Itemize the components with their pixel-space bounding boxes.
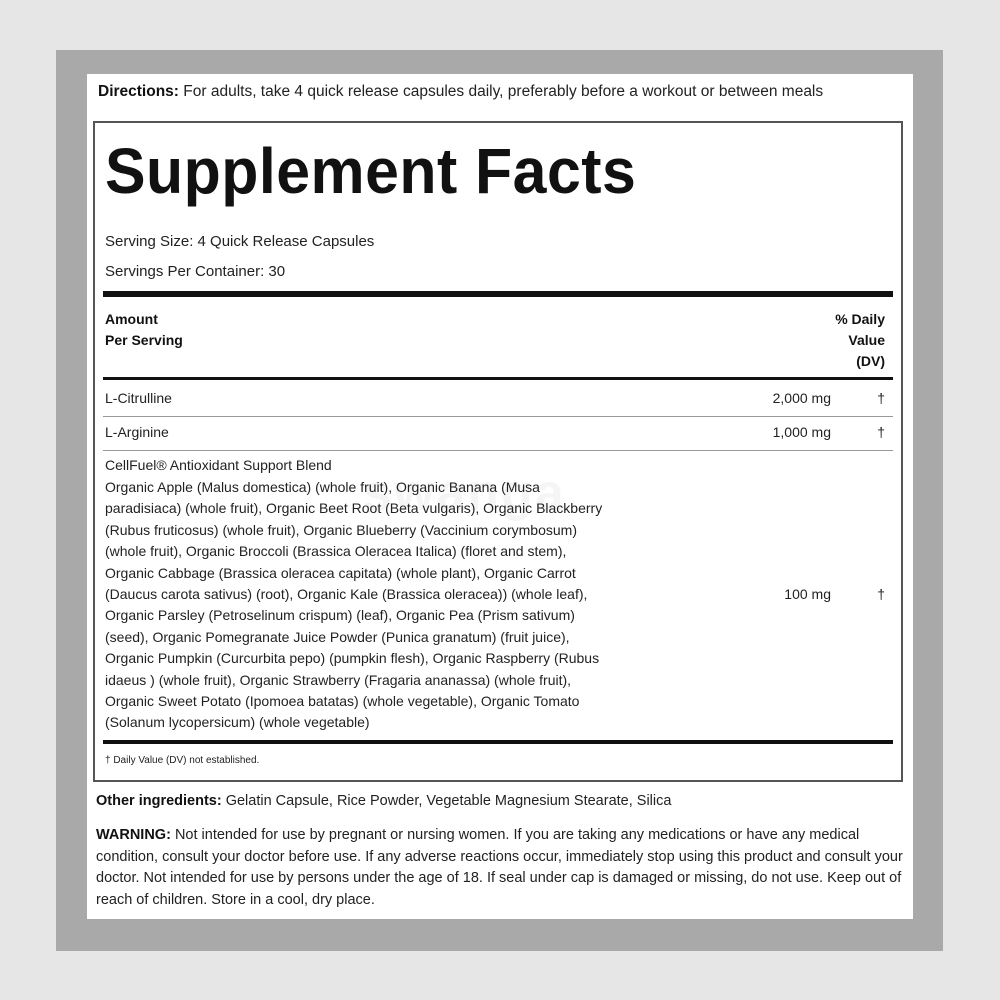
- daily-value-header: [805, 309, 885, 372]
- directions: [98, 82, 908, 102]
- nutrient-dv: †: [877, 390, 885, 406]
- nutrient-amount: 2,000 mg: [772, 390, 831, 406]
- amount-per-serving-header: [105, 309, 225, 351]
- amount-header-line: Per Serving: [105, 332, 183, 348]
- blend-line: Organic Sweet Potato (Ipomoea batatas) (whole vegetable), Organic Tomato: [105, 693, 580, 710]
- serving-size: Serving Size: 4 Quick Release Capsules: [105, 233, 375, 250]
- warning-label: WARNING:: [96, 827, 171, 843]
- blend-line: (seed), Organic Pomegranate Juice Powder (Punica granatum) (fruit juice),: [105, 628, 570, 645]
- other-ingredients-text: Gelatin Capsule, Rice Powder, Vegetable Magnesium Stearate, Silica: [221, 793, 672, 809]
- nutrient-name: L-Citrulline: [105, 390, 172, 406]
- supplement-facts-box: [93, 121, 903, 782]
- blend-line: (Solanum lycopersicum) (whole vegetable): [105, 714, 370, 731]
- facts-title: Supplement Facts: [105, 135, 637, 207]
- thick-divider: [103, 291, 893, 297]
- dv-header-line: (DV): [856, 353, 885, 369]
- row-divider: [103, 450, 893, 451]
- directions-label: Directions:: [98, 83, 179, 100]
- amount-header-line: Amount: [105, 311, 158, 327]
- blend-line: (Daucus carota sativus) (root), Organic Kale (Brassica oleracea)) (whole leaf),: [105, 586, 588, 603]
- servings-per-container: Servings Per Container: 30: [105, 263, 286, 280]
- dv-footnote: † Daily Value (DV) not established.: [105, 755, 260, 766]
- blend-line: (Rubus fruticosus) (whole fruit), Organic Blueberry (Vaccinium corymbosum): [105, 521, 577, 538]
- row-divider: [103, 416, 893, 417]
- blend-dv: †: [877, 586, 885, 602]
- blend-amount: 100 mg: [784, 586, 831, 602]
- directions-text: For adults, take 4 quick release capsules daily, preferably before a workout or between meals: [178, 83, 824, 100]
- dv-header-line: Value: [848, 332, 885, 348]
- warning: [96, 825, 906, 911]
- dv-header-line: % Daily: [835, 311, 885, 327]
- blend-name: CellFuel® Antioxidant Support Blend: [105, 457, 332, 473]
- blend-line: paradisiaca) (whole fruit), Organic Beet Root (Beta vulgaris), Organic Blackberry: [105, 500, 603, 517]
- nutrient-amount: 1,000 mg: [772, 424, 831, 440]
- blend-ingredients: [105, 477, 635, 734]
- header-divider: [103, 377, 893, 380]
- warning-text: Not intended for use by pregnant or nursing women. If you are taking any medications or have any medical condition, consult your doctor before use. If any adverse reactions occur, immediately stop using this product and consult your doctor. Not intended for use by persons under the age of 18. If seal under cap is damaged or missing, do not use. Keep out of reach of children. Store in a cool, dry place.: [96, 827, 903, 908]
- blend-line: Organic Pumpkin (Curcurbita pepo) (pumpkin flesh), Organic Raspberry (Rubus: [105, 650, 600, 667]
- blend-line: Organic Cabbage (Brassica oleracea capitata) (whole plant), Organic Carrot: [105, 564, 576, 581]
- other-ingredients: [96, 793, 906, 809]
- other-ingredients-label: Other ingredients:: [96, 793, 222, 809]
- blend-line: Organic Parsley (Petroselinum crispum) (leaf), Organic Pea (Prism sativum): [105, 607, 575, 624]
- nutrient-name: L-Arginine: [105, 424, 169, 440]
- bottom-divider: [103, 740, 893, 744]
- nutrient-dv: †: [877, 424, 885, 440]
- blend-line: Organic Apple (Malus domestica) (whole fruit), Organic Banana (Musa: [105, 479, 540, 495]
- blend-line: idaeus ) (whole fruit), Organic Strawberry (Fragaria ananassa) (whole fruit),: [105, 671, 572, 688]
- blend-line: (whole fruit), Organic Broccoli (Brassica Oleracea Italica) (floret and stem),: [105, 543, 567, 560]
